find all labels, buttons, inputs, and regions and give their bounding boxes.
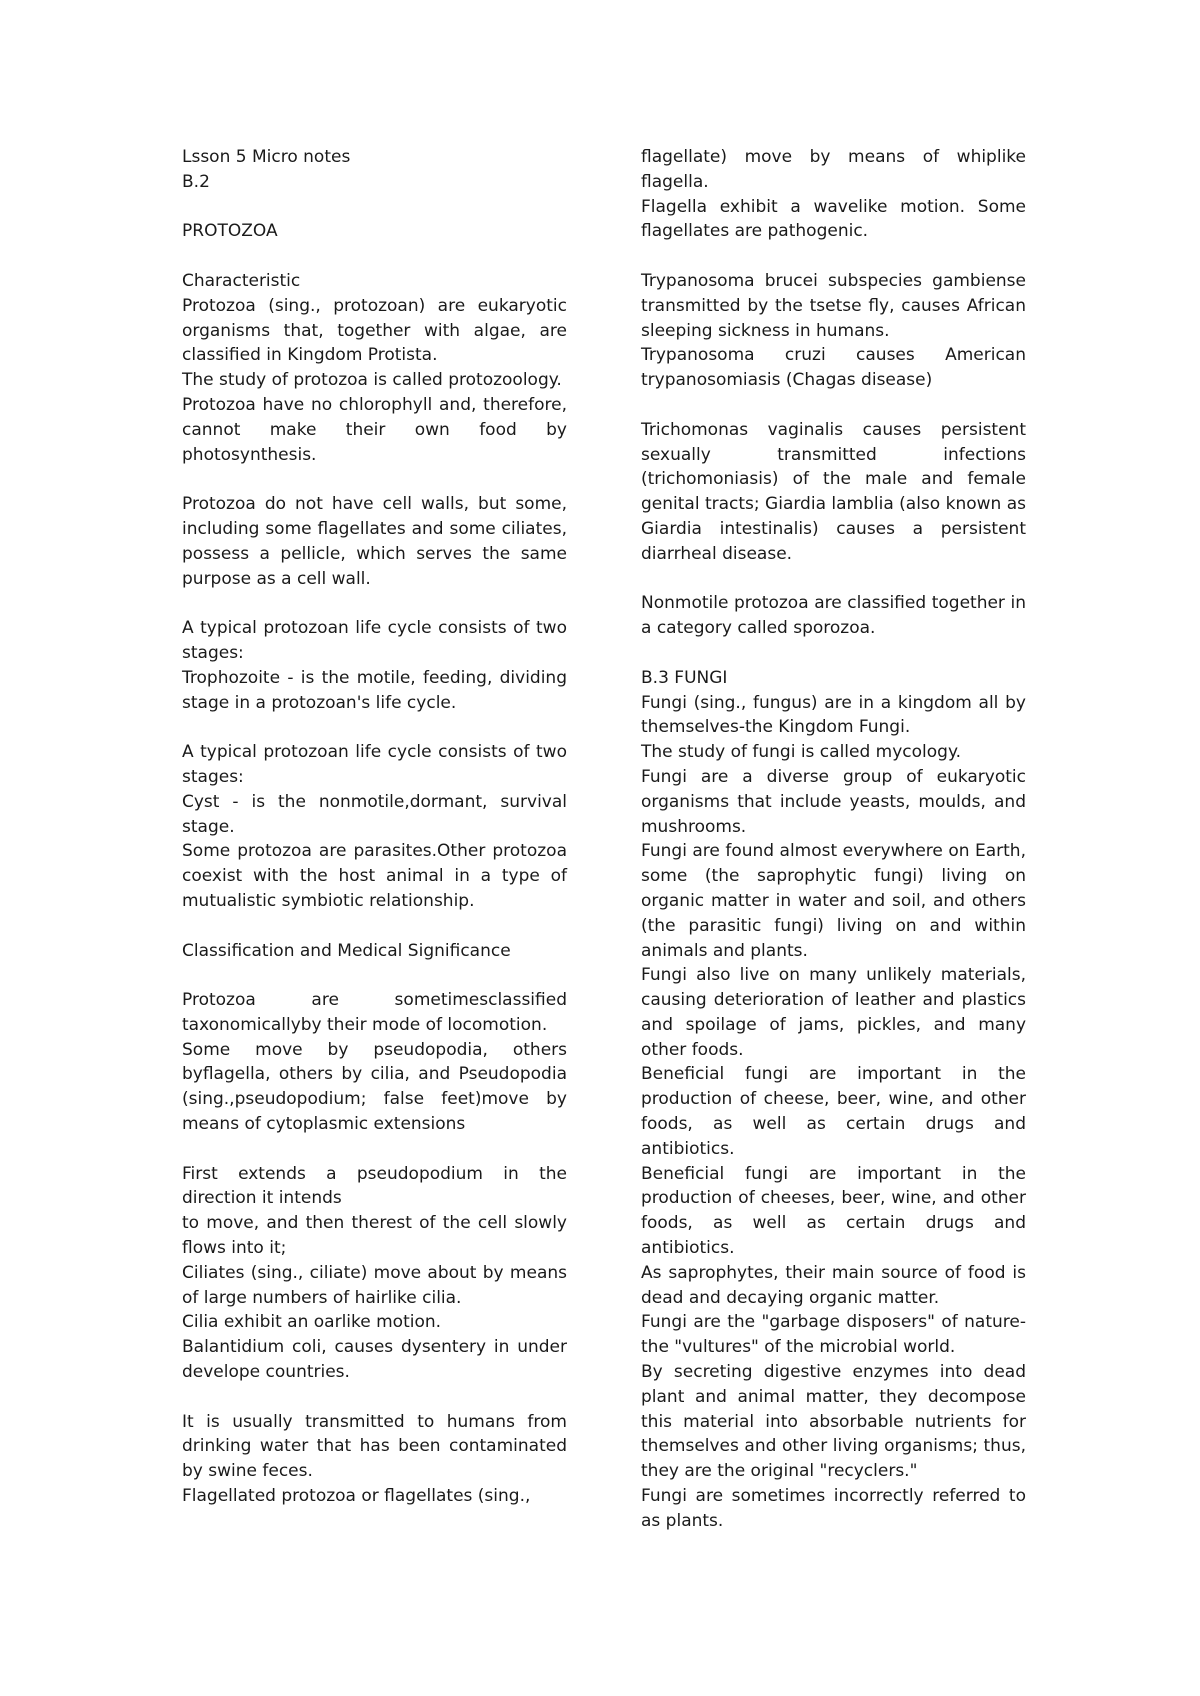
paragraph: Fungi are found almost everywhere on Earth, some (the saprophytic fungi) living on organic matter in water and soil, and others (the parasitic fungi) living on and within animals and plants. [641, 841, 1026, 961]
paragraph: Protozoa (sing., protozoan) are eukaryotic organisms that, together with algae, are classified in Kingdom Protista. [182, 295, 567, 366]
section-heading-protozoa: PROTOZOA [182, 221, 278, 242]
paragraph: Nonmotile protozoa are classified together in a category called sporozoa. [641, 593, 1026, 639]
paragraph: Trophozoite - is the motile, feeding, dividing stage in a protozoan's life cycle. [182, 667, 567, 713]
section-number: B.2 [182, 171, 210, 192]
paragraph: It is usually transmitted to humans from drinking water that has been contaminated by swine feces. [182, 1411, 567, 1482]
paragraph: Flagella exhibit a wavelike motion. Some flagellates are pathogenic. [641, 196, 1026, 242]
paragraph: The study of protozoa is called protozoology. [182, 370, 562, 391]
paragraph: Protozoa are sometimesclassified taxonomicallyby their mode of locomotion. [182, 990, 567, 1035]
paragraph: Some move by pseudopodia, others byflagella, others by cilia, and Pseudopodia (sing.,pseudopodium; false feet)move by means of cytoplasmic extensions [182, 1039, 567, 1135]
paragraph: By secreting digestive enzymes into dead plant and animal matter, they decompose this material into absorbable nutrients for themselves and other living organisms; thus, they are the original "recyclers." [641, 1362, 1026, 1482]
paragraph: flagellate) move by means of whiplike flagella. [641, 147, 1026, 192]
paragraph: A typical protozoan life cycle consists of two stages: [182, 742, 567, 787]
paragraph: Fungi are a diverse group of eukaryotic organisms that include yeasts, moulds, and mushrooms. [641, 766, 1026, 837]
paragraph: Ciliates (sing., ciliate) move about by means of large numbers of hairlike cilia. [182, 1262, 567, 1308]
subheading-classification: Classification and Medical Significance [182, 940, 511, 961]
paragraph: Flagellated protozoa or flagellates (sing., [182, 1486, 531, 1507]
section-heading-fungi: B.3 FUNGI [641, 667, 728, 688]
paragraph: Protozoa do not have cell walls, but some, including some flagellates and some ciliates, possess a pellicle, which serves the same purpose as a cell wall. [182, 494, 567, 589]
paragraph: Trichomonas vaginalis causes persistent sexually transmitted infections (trichomoniasis) of the male and female genital tracts; Giardia lamblia (also known as Giardia intestinalis) causes a persistent diarrheal disease. [641, 419, 1026, 564]
document-title: Lsson 5 Micro notes [182, 147, 351, 167]
paragraph: to move, and then therest of the cell slowly flows into it; [182, 1213, 567, 1259]
paragraph: Beneficial fungi are important in the production of cheeses, beer, wine, and other foods, as well as certain drugs and antibiotics. [641, 1163, 1026, 1259]
paragraph: Cilia exhibit an oarlike motion. [182, 1312, 442, 1333]
paragraph: Some protozoa are parasites.Other protozoa coexist with the host animal in a type of mutualistic symbiotic relationship. [182, 841, 567, 911]
paragraph: Fungi also live on many unlikely materials, causing deterioration of leather and plastics and spoilage of jams, pickles, and many other foods. [641, 965, 1026, 1060]
left-column [182, 145, 567, 1509]
paragraph: Trypanosoma brucei subspecies gambiense transmitted by the tsetse fly, causes African sleeping sickness in humans. [641, 270, 1026, 341]
paragraph: Fungi are sometimes incorrectly referred to as plants. [641, 1486, 1026, 1531]
paragraph: A typical protozoan life cycle consists of two stages: [182, 618, 567, 663]
paragraph: Beneficial fungi are important in the production of cheese, beer, wine, and other foods, as well as certain drugs and antibiotics. [641, 1064, 1026, 1159]
paragraph: As saprophytes, their main source of food is dead and decaying organic matter. [641, 1262, 1026, 1308]
right-column [641, 145, 1026, 1534]
paragraph: Protozoa have no chlorophyll and, therefore, cannot make their own food by photosynthesis. [182, 394, 567, 465]
paragraph: Balantidium coli, causes dysentery in under develope countries. [182, 1337, 567, 1383]
paragraph: Cyst - is the nonmotile,dormant, survival stage. [182, 791, 567, 837]
paragraph: First extends a pseudopodium in the direction it intends [182, 1163, 567, 1209]
paragraph: Fungi are the "garbage disposers" of nature-the "vultures" of the microbial world. [641, 1312, 1026, 1358]
paragraph: Trypanosoma cruzi causes American trypanosomiasis (Chagas disease) [641, 345, 1026, 391]
paragraph: The study of fungi is called mycology. [641, 742, 961, 763]
subheading-characteristic: Characteristic [182, 270, 301, 291]
paragraph: Fungi (sing., fungus) are in a kingdom all by themselves-the Kingdom Fungi. [641, 692, 1026, 738]
